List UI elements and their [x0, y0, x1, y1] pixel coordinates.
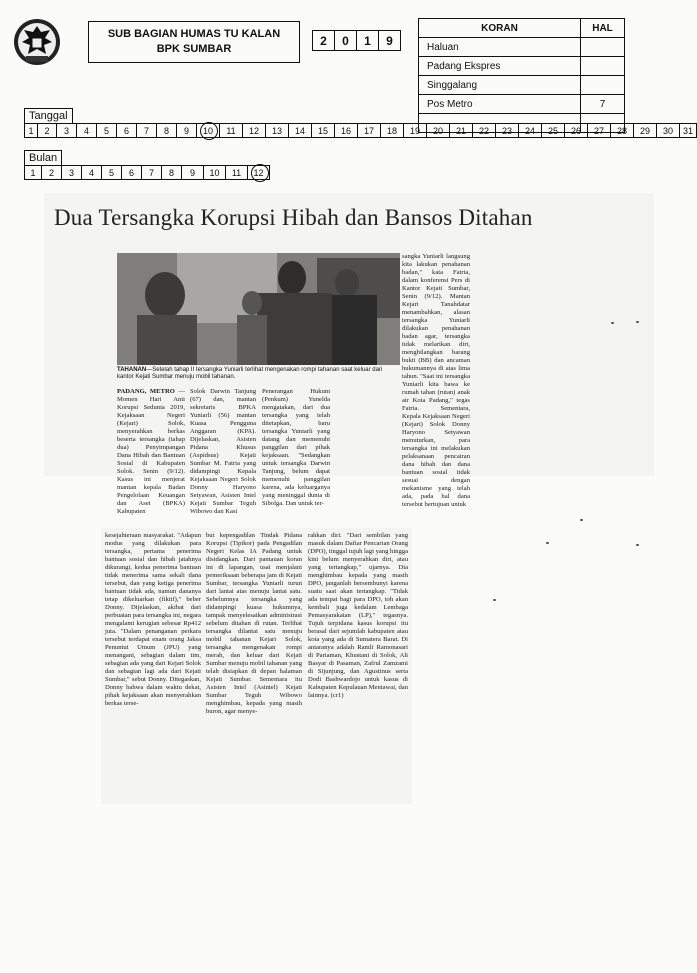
hal-header: HAL — [592, 22, 613, 34]
day-cell: 25 — [542, 124, 565, 137]
month-cell: 5 — [102, 166, 122, 179]
day-cell: 10 — [197, 124, 220, 137]
day-cell: 12 — [243, 124, 266, 137]
day-cell: 22 — [473, 124, 496, 137]
day-cell: 4 — [77, 124, 97, 137]
newspaper-page — [581, 38, 624, 56]
unit-name-line2: BPK SUMBAR — [156, 43, 232, 55]
day-cell: 21 — [450, 124, 473, 137]
photo-illustration — [117, 253, 400, 365]
newspaper-table-header — [419, 19, 624, 38]
month-cell: 7 — [142, 166, 162, 179]
newspaper-name: Haluan — [419, 38, 581, 56]
day-cell: 17 — [358, 124, 381, 137]
article-column-7: rahkan diri. "Dari sembilan yang masuk dalam Daftar Pencarian Orang (DPO), tinggal tujuh lagi yang hingga kini belum menyerahkan diri, atau yang tertangkap," ujarnya. Dia menghimbau kepada yang masih DPO, janganlah bersembunyi karena suatu saat akan tertangkap. "Tidak ada tempat bagi para DPO, toh akan kembali juga kedalam Lembaga Pemasyarakatan (LP)," tegasnya. Tujuh terpidana kasus korupsi itu berasal dari sejumlah kabupaten atau kota yang ada di Sumatera Barat. Di antaranya adalah Ramli Ramonasari di Pariaman, Khustani di Solok, Ali Basyar di Pasaman, Zafrul Zamzami di Sijunjung, dan Agustinus serta Dodi Bashwardojo untuk kasus di Kabupaten Kepulauan Mentawai, dan lainnya. (cr1) — [308, 532, 408, 699]
day-cell: 28 — [611, 124, 634, 137]
month-cell: 9 — [182, 166, 204, 179]
newspaper-row — [419, 38, 624, 57]
year-digit: 2 — [313, 31, 335, 50]
newspaper-page — [581, 57, 624, 75]
month-cell: 3 — [62, 166, 82, 179]
tanggal-label: Tanggal — [24, 108, 73, 123]
newspaper-page: 7 — [599, 98, 606, 110]
article-column-4: sangka Yuniarli langsung kita lakukan penahanan badan," kata Fatria, dalam konferensi Pers di Kantor Kejati Sumbar, Senin (9/12). Mantan Kejari Tanahdatar menambahkan, alasan tersangka Yuniarli dilakukan penahanan badan agar, tersangka tidak melarikan diri, menghilangkan barang bukti (BB) dan ancaman hukumannya di atas lima tahun. "Saat ini tersangka Yuniarli kita bawa ke rumah tahan (rutan) anak air Kota Padang," tegas Fatria. Sementara, Kepala Kejaksaan Negeri (Kejari) Solok Donny Haryono Setyawan menuturkan, para tersangka ini melakukan pelaksanaan pencairan dana hibah dan dana bantuan sosial tidak sesuai dengan mekanisme yang telah ada, pada hal dana tersebut bertujuan untuk — [402, 253, 470, 508]
photo-caption — [117, 367, 400, 381]
article-column-5: kesejahteraan masyarakat. "Adapun modus yang dilakukan para tersangka, pertama penerima bantuan sosial dan hibah jatahnya dikurangi, kedua penerima bantuan tidak menerima sama sekali dana tersebut, dan yang ketiga penerima bantuan tidak ada, namun dananya tetap dikeluarkan (fiktif)," beber Donny. Dijelaskan, akibat dari perbuatan para tersangka ini, negara mengalami kerugian sebesar Rp412 juta. "Dalam penanganan perkara tersebut terdapat enam orang Jaksa Penuntut Umum (JPU) yang menangani, sebagian dalam tim, sebagian ada yang dari Kejari Solok dan sebagian lagi ada dari Kejati Sumbar," sebut Donny. Ditegaskan, Donny bahwa dalam waktu dekat, pihak kejaksaan akan menyerahkan berkas terse- — [105, 532, 201, 707]
day-cell: 9 — [177, 124, 197, 137]
caption-text: —Setelah tahap II tersangka Yuniarli terlihat mengenakan rompi tahanan saat keluar dari kantor Kejati Sumbar menuju mobil tahanan. — [117, 367, 383, 380]
caption-lead: TAHANAN — [117, 367, 147, 373]
day-cell: 11 — [220, 124, 243, 137]
day-cell: 20 — [427, 124, 450, 137]
newspaper-name: Pos Metro — [419, 95, 581, 113]
year-digit: 1 — [357, 31, 379, 50]
day-cell: 23 — [496, 124, 519, 137]
month-cell: 6 — [122, 166, 142, 179]
year-digit: 0 — [335, 31, 357, 50]
day-cell: 18 — [381, 124, 404, 137]
day-cell: 27 — [588, 124, 611, 137]
column-text: — Momen Hari Anti Korupsi Sedunia 2019, Kejaksaan Negeri (Kejari) Solok, menyerahkan berkas beserta tersangka (tahap dua) Penyimpangan Dana Hibah dan Bantuan Sosial di Kabupaten Solok. Senin (9/12). Kasus ini menjerat mantan kepala Badan Pengelolaan Keuangan dan Aset (BPKA) Kabupaten — [117, 388, 185, 515]
unit-name-box — [88, 21, 300, 63]
bulan-label: Bulan — [24, 150, 62, 165]
day-cell: 8 — [157, 124, 177, 137]
month-cell: 1 — [25, 166, 42, 179]
year-digit: 9 — [386, 33, 393, 48]
day-cell: 2 — [38, 124, 57, 137]
year-box — [312, 30, 401, 51]
newspaper-name: Padang Ekspres — [419, 57, 581, 75]
day-cell: 31 — [682, 125, 693, 136]
day-cell: 14 — [289, 124, 312, 137]
day-cell: 1 — [25, 124, 38, 137]
koran-header: KORAN — [419, 19, 581, 37]
newspaper-row — [419, 95, 624, 114]
day-cell: 15 — [312, 124, 335, 137]
day-cell: 16 — [335, 124, 358, 137]
month-cell: 2 — [42, 166, 62, 179]
newspaper-table — [418, 18, 625, 133]
article-column-1 — [117, 388, 185, 515]
newspaper-page — [581, 76, 624, 94]
day-cell: 3 — [57, 124, 77, 137]
garuda-emblem-icon — [12, 12, 62, 72]
month-cell: 4 — [82, 166, 102, 179]
day-cell: 5 — [97, 124, 117, 137]
day-cell: 26 — [565, 124, 588, 137]
newspaper-name: Singgalang — [419, 76, 581, 94]
day-cell: 6 — [117, 124, 137, 137]
bulan-grid — [24, 165, 270, 180]
day-cell: 24 — [519, 124, 542, 137]
article-photo — [117, 253, 400, 365]
article-column-2: Solok Darwin Tanjung (67) dan, mantan sekretaris BPKA Yuniarli (56) mantan Kuasa Pengguna Anggaran (KPA). Dijelaskan, Asisten Pidana Khusus (Aspidsus) Kejati Sumbar M. Fatria yang didampingi Kepala Kejaksaan Negeri Solok Donny Haryono Setyawan, Asisten Intel Kejati Sumbar Teguh Wibowo dan Kasi — [190, 388, 256, 515]
day-cell: 19 — [404, 124, 427, 137]
dateline: PADANG, METRO — [117, 388, 175, 395]
day-cell: 30 — [657, 124, 680, 137]
tanggal-grid — [24, 123, 697, 138]
day-cell: 7 — [137, 124, 157, 137]
newspaper-row — [419, 76, 624, 95]
unit-name-line1: SUB BAGIAN HUMAS TU KALAN — [107, 28, 281, 40]
day-cell: 13 — [266, 124, 289, 137]
month-cell: 10 — [204, 166, 226, 179]
month-cell: 8 — [162, 166, 182, 179]
newspaper-row — [419, 57, 624, 76]
month-cell: 12 — [248, 166, 269, 179]
article-column-6: but kepengadilan Tindak Pidana Korupsi (Tipikor) pada Pengadilan Negeri Kelas IA Padang untuk disidangkan. Dari pantauan koran ini di lapangan, usai menjalani pemeriksaan beberapa jam di Kejati Sumbar, tersangka Yuniarli turun dari lantai atas menuju lantai satu. Sebelumnya tersangka yang didampingi kuasa hukumnya, tampak menyelesaikan administrasi sebelum ditahan di rutan. Terlihat tersangka dilantai satu menuju mobil tahanan Kejari Solok, tersangka mengenakan rompi merah, dan keluar dari Kejati Sumbar menuju mobil tahanan yang telah disiapkan di depan halaman Kejati Sumbar. Sementara itu Asisten Intel (Asintel) Kejati Sumbar Teguh Wibowo menghimbau, kepada yang masih buron, agar menye- — [206, 532, 302, 715]
month-cell: 11 — [226, 166, 248, 179]
article-headline: Dua Tersangka Korupsi Hibah dan Bansos Ditahan — [54, 205, 533, 230]
article-column-3: Penerangan Hukum (Penkum) Yunelda mengatakan, dari dua tersangka yang telah ditetapkan, baru tersangka Yuniarli yang datang dan memenuhi panggilan dari pihak kejaksaan. "Sedangkan untuk tersangka Darwin Tanjung, belum dapat memenuhi panggilan karena, ada keluarganya yang meninggal dunia di Sibolga. Dan untuk ter- — [262, 388, 330, 507]
day-cell: 29 — [634, 124, 657, 137]
